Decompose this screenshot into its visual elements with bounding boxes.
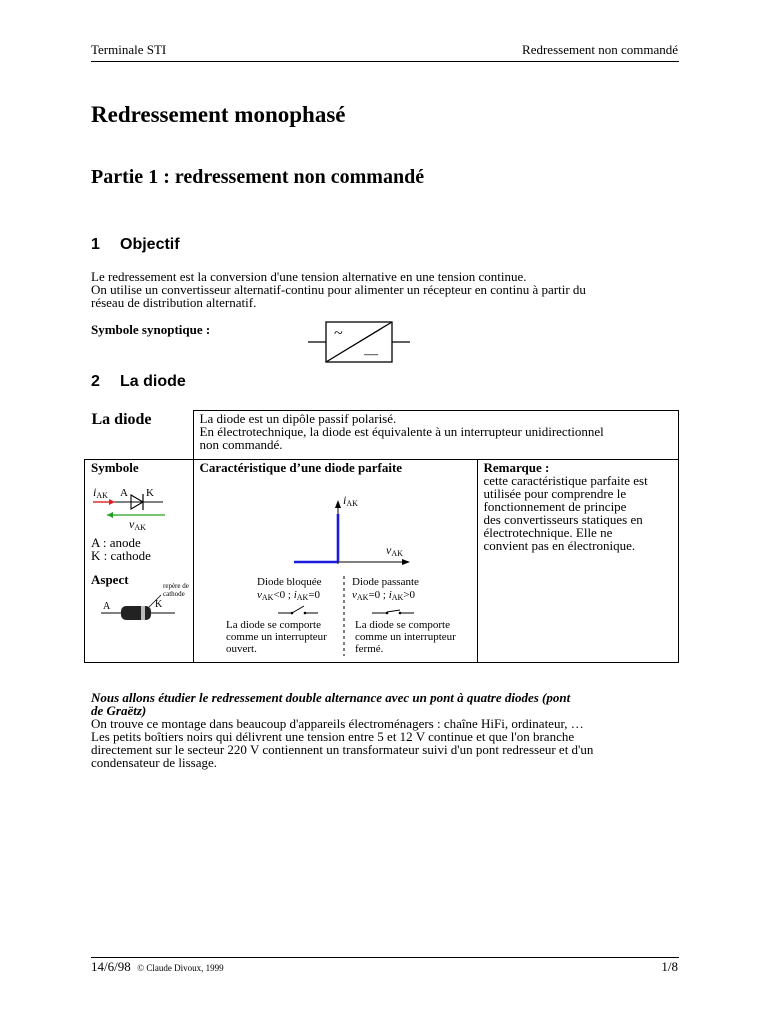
conclusion-paragraph	[91, 691, 678, 769]
header-divider	[91, 61, 679, 62]
conclusion-line: directement sur le secteur 220 V contiennent un transformateur suivi d'un pont redresseur et d'un	[91, 742, 594, 757]
v-ak-label: vAK	[129, 517, 146, 532]
diode-intro-line: non commandé.	[199, 437, 283, 452]
diode-intro-line: La diode est un dipôle passif polarisé.	[199, 411, 397, 426]
remarque-line: fonctionnement de principe	[483, 499, 627, 514]
anode-text: A : anode	[91, 535, 141, 550]
x-axis-label: vAK	[385, 543, 403, 558]
diode-characteristic-chart	[194, 474, 466, 658]
section-2-heading	[91, 373, 186, 391]
conclusion-italic-line: Nous allons étudier le redressement double alternance avec un pont à quatre diodes (pont	[91, 690, 571, 705]
section-1-line: On utilise un convertisseur alternatif-continu pour alimenter un récepteur en continu à partir du	[91, 282, 586, 297]
page-subtitle: Partie 1 : redressement non commandé	[91, 166, 425, 188]
footer-divider	[91, 957, 679, 958]
x-axis-arrow	[402, 559, 410, 565]
passing-title: Diode passante	[351, 576, 419, 588]
header-left: Terminale STI	[91, 42, 167, 57]
aspect-cathode-letter: K	[155, 599, 163, 610]
blocked-title: Diode bloquée	[256, 576, 321, 588]
symbol-synoptique-label: Symbole synoptique :	[91, 322, 211, 337]
diode-intro-cell	[193, 411, 679, 460]
passing-desc-line: La diode se comporte	[354, 619, 450, 631]
blocked-desc-line: La diode se comporte	[225, 619, 321, 631]
section-1-line: réseau de distribution alternatif.	[91, 295, 257, 310]
blocked-condition: vAK<0 ; iAK=0	[256, 589, 320, 602]
blocked-desc-line: ouvert.	[225, 643, 257, 655]
dc-symbol: —	[364, 347, 378, 362]
repere-label-2: cathode	[163, 590, 185, 598]
passing-desc-line: comme un interrupteur	[354, 631, 456, 643]
i-ak-label: iAK	[93, 485, 108, 500]
page-title: Redressement monophasé	[91, 102, 346, 127]
diode-table	[84, 410, 679, 663]
open-switch-icon	[278, 606, 318, 614]
caracteristique-cell	[193, 460, 477, 663]
symbole-cell	[85, 460, 194, 663]
section-2-title: La diode	[120, 373, 186, 390]
conclusion-line: Les petits boîtiers noirs qui délivrent une tension entre 5 et 12 V continue et que l'on branche	[91, 729, 575, 744]
header-right: Redressement non commandé	[522, 42, 678, 57]
current-arrow-head	[109, 499, 115, 505]
passing-condition: vAK=0 ; iAK>0	[351, 589, 415, 602]
section-1-paragraph	[91, 270, 678, 309]
footer-date: 14/6/98	[91, 959, 131, 974]
remarque-line: convient pas en électronique.	[483, 538, 636, 553]
cathode-band	[141, 606, 145, 620]
footer-left	[91, 959, 224, 975]
remarque-cell	[477, 460, 679, 663]
cathode-letter: K	[146, 487, 154, 499]
ac-symbol: ~	[334, 325, 343, 342]
y-axis-arrow	[335, 500, 341, 508]
voltage-arrow-head	[107, 512, 113, 518]
remarque-line: électrotechnique. Elle ne	[483, 525, 613, 540]
repere-label-1: repère de	[163, 582, 189, 590]
y-axis-label: iAK	[342, 493, 358, 508]
diode-symbol-diagram	[87, 474, 182, 530]
remarque-line: utilisée pour comprendre le	[483, 486, 627, 501]
symbole-header: Symbole	[91, 460, 139, 475]
section-1-title: Objectif	[120, 236, 180, 253]
remarque-header: Remarque :	[483, 460, 550, 475]
cathode-text: K : cathode	[91, 548, 151, 563]
section-1-number: 1	[91, 236, 100, 253]
blocked-desc-line: comme un interrupteur	[225, 631, 327, 643]
footer-page-number: 1/8	[661, 959, 678, 974]
anode-letter: A	[120, 487, 128, 499]
diode-body	[121, 606, 151, 620]
diode-table-title: La diode	[91, 410, 152, 428]
remarque-line: des convertisseurs statiques en	[483, 512, 643, 527]
conclusion-line: On trouve ce montage dans beaucoup d'appareils électroménagers : chaîne HiFi, ordinateur, …	[91, 716, 584, 731]
section-1-heading	[91, 236, 180, 254]
converter-symbol	[308, 318, 410, 366]
aspect-anode-letter: A	[103, 601, 111, 612]
passing-desc-line: fermé.	[354, 643, 383, 655]
remarque-line: cette caractéristique parfaite est	[483, 473, 648, 488]
section-2-number: 2	[91, 373, 100, 390]
diode-intro-line: En électrotechnique, la diode est équivalente à un interrupteur unidirectionnel	[199, 424, 604, 439]
conclusion-line: condensateur de lissage.	[91, 755, 217, 770]
footer-copyright: © Claude Divoux, 1999	[137, 963, 224, 973]
section-1-line: Le redressement est la conversion d'une tension alternative en une tension continue.	[91, 269, 527, 284]
closed-switch-icon	[372, 610, 414, 614]
aspect-header: Aspect	[91, 572, 129, 587]
caracteristique-header: Caractéristique d’une diode parfaite	[199, 460, 403, 475]
conclusion-italic-line: de Graëtz)	[91, 703, 147, 718]
